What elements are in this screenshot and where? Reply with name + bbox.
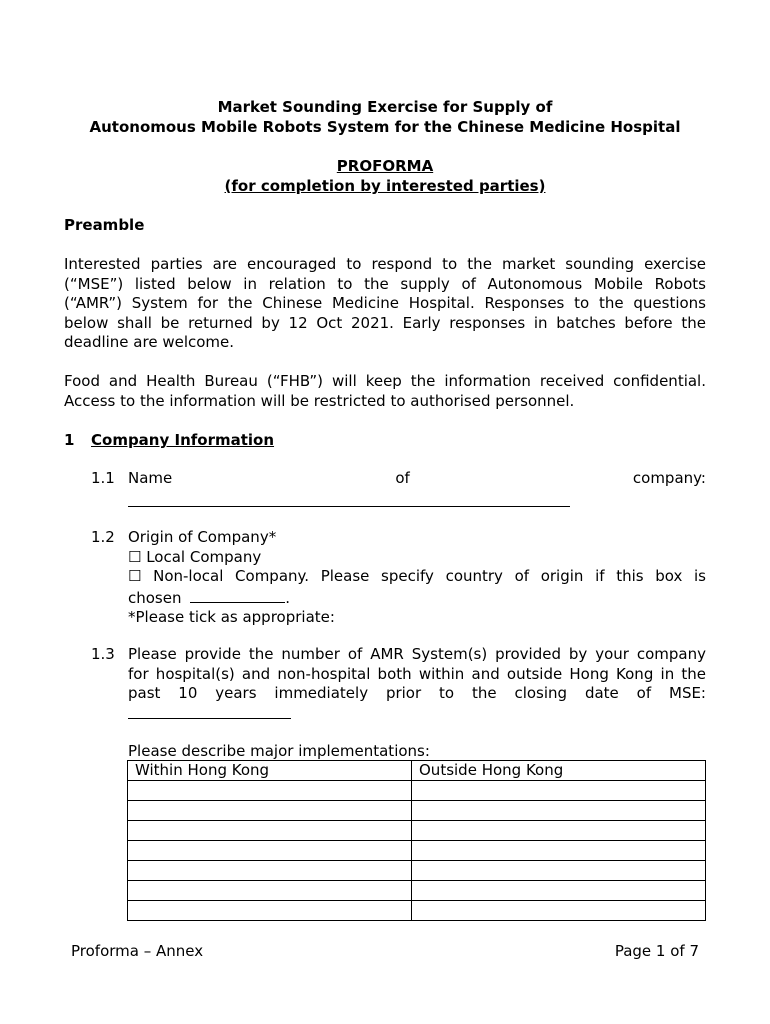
table-header-row bbox=[128, 761, 706, 781]
preamble-p1-line: Interested parties are encouraged to respond to the market sounding exercise bbox=[64, 255, 706, 273]
table-cell-outside[interactable] bbox=[412, 801, 706, 821]
amr-count-field[interactable] bbox=[128, 718, 291, 719]
table-cell-within[interactable] bbox=[128, 861, 412, 881]
preamble-heading: Preamble bbox=[64, 216, 145, 234]
header-outside-hong-kong: Outside Hong Kong bbox=[412, 761, 706, 781]
table-row bbox=[128, 781, 706, 801]
describe-label: Please describe major implementations: bbox=[128, 742, 430, 760]
table-cell-within[interactable] bbox=[128, 821, 412, 841]
table-cell-outside[interactable] bbox=[412, 781, 706, 801]
q1-1-word: of bbox=[395, 469, 410, 487]
preamble-paragraph-1 bbox=[64, 255, 706, 353]
q1-2-body bbox=[128, 528, 706, 628]
footer-page-number: Page 1 of 7 bbox=[614, 942, 699, 960]
proforma-subheading: (for completion by interested parties) bbox=[224, 177, 546, 195]
table-cell-outside[interactable] bbox=[412, 861, 706, 881]
preamble-p1-line: (“MSE”) listed below in relation to the supply of Autonomous Mobile Robots bbox=[64, 274, 706, 293]
table-cell-outside[interactable] bbox=[412, 881, 706, 901]
table-cell-within[interactable] bbox=[128, 901, 412, 921]
nonlocal-company-checkbox[interactable]: ☐ Non-local Company. Please specify country of origin if this box is bbox=[128, 567, 706, 586]
preamble-p1-line: (“AMR”) System for the Chinese Medicine Hospital. Responses to the questions bbox=[64, 294, 706, 313]
company-name-field[interactable] bbox=[128, 506, 570, 507]
table-cell-within[interactable] bbox=[128, 841, 412, 861]
preamble-p1-line: deadline are welcome. bbox=[64, 333, 235, 352]
q1-1-word: company: bbox=[632, 469, 706, 487]
q1-1-label bbox=[128, 469, 706, 487]
section-1-number: 1 bbox=[64, 431, 75, 449]
q1-2-label: Origin of Company* bbox=[128, 528, 277, 546]
table-row bbox=[128, 841, 706, 861]
table-cell-outside[interactable] bbox=[412, 841, 706, 861]
q1-3-body bbox=[128, 645, 706, 704]
q1-3-line: past 10 years immediately prior to the closing date of MSE: bbox=[128, 684, 706, 703]
local-company-checkbox[interactable]: ☐ Local Company bbox=[128, 547, 262, 566]
table-cell-within[interactable] bbox=[128, 881, 412, 901]
q1-1-word: Name bbox=[128, 469, 173, 487]
q1-1-number: 1.1 bbox=[91, 469, 115, 487]
table-row bbox=[128, 801, 706, 821]
q1-3-line: for hospital(s) and non-hospital both within and outside Hong Kong in the bbox=[128, 664, 706, 683]
title-line-1: Market Sounding Exercise for Supply of bbox=[217, 98, 553, 116]
preamble-p2-line: Food and Health Bureau (“FHB”) will keep the information received confidential. bbox=[64, 372, 706, 390]
table-cell-within[interactable] bbox=[128, 801, 412, 821]
table-cell-outside[interactable] bbox=[412, 901, 706, 921]
q1-3-line: Please provide the number of AMR System(s) provided by your company bbox=[128, 645, 706, 663]
q1-2-note: *Please tick as appropriate: bbox=[128, 608, 335, 627]
preamble-paragraph-2 bbox=[64, 372, 706, 411]
footer-left: Proforma – Annex bbox=[71, 942, 204, 960]
q1-3-number: 1.3 bbox=[91, 645, 115, 663]
section-1-title: Company Information bbox=[91, 431, 275, 449]
preamble-p1-line: below shall be returned by 12 Oct 2021. Early responses in batches before the bbox=[64, 313, 706, 332]
q1-2-number: 1.2 bbox=[91, 528, 115, 546]
country-of-origin-prefix: chosen bbox=[128, 588, 182, 607]
implementations-table bbox=[127, 760, 706, 921]
table-row bbox=[128, 901, 706, 921]
proforma-heading: PROFORMA bbox=[336, 157, 434, 175]
header-within-hong-kong: Within Hong Kong bbox=[128, 761, 412, 781]
table-row bbox=[128, 821, 706, 841]
country-of-origin-suffix: . bbox=[285, 588, 291, 607]
preamble-p2-line: Access to the information will be restricted to authorised personnel. bbox=[64, 391, 575, 410]
table-row bbox=[128, 861, 706, 881]
table-row bbox=[128, 881, 706, 901]
title-line-2: Autonomous Mobile Robots System for the Chinese Medicine Hospital bbox=[89, 118, 681, 136]
table-cell-outside[interactable] bbox=[412, 821, 706, 841]
table-cell-within[interactable] bbox=[128, 781, 412, 801]
country-of-origin-field[interactable] bbox=[190, 587, 285, 603]
country-of-origin-row bbox=[128, 587, 706, 609]
